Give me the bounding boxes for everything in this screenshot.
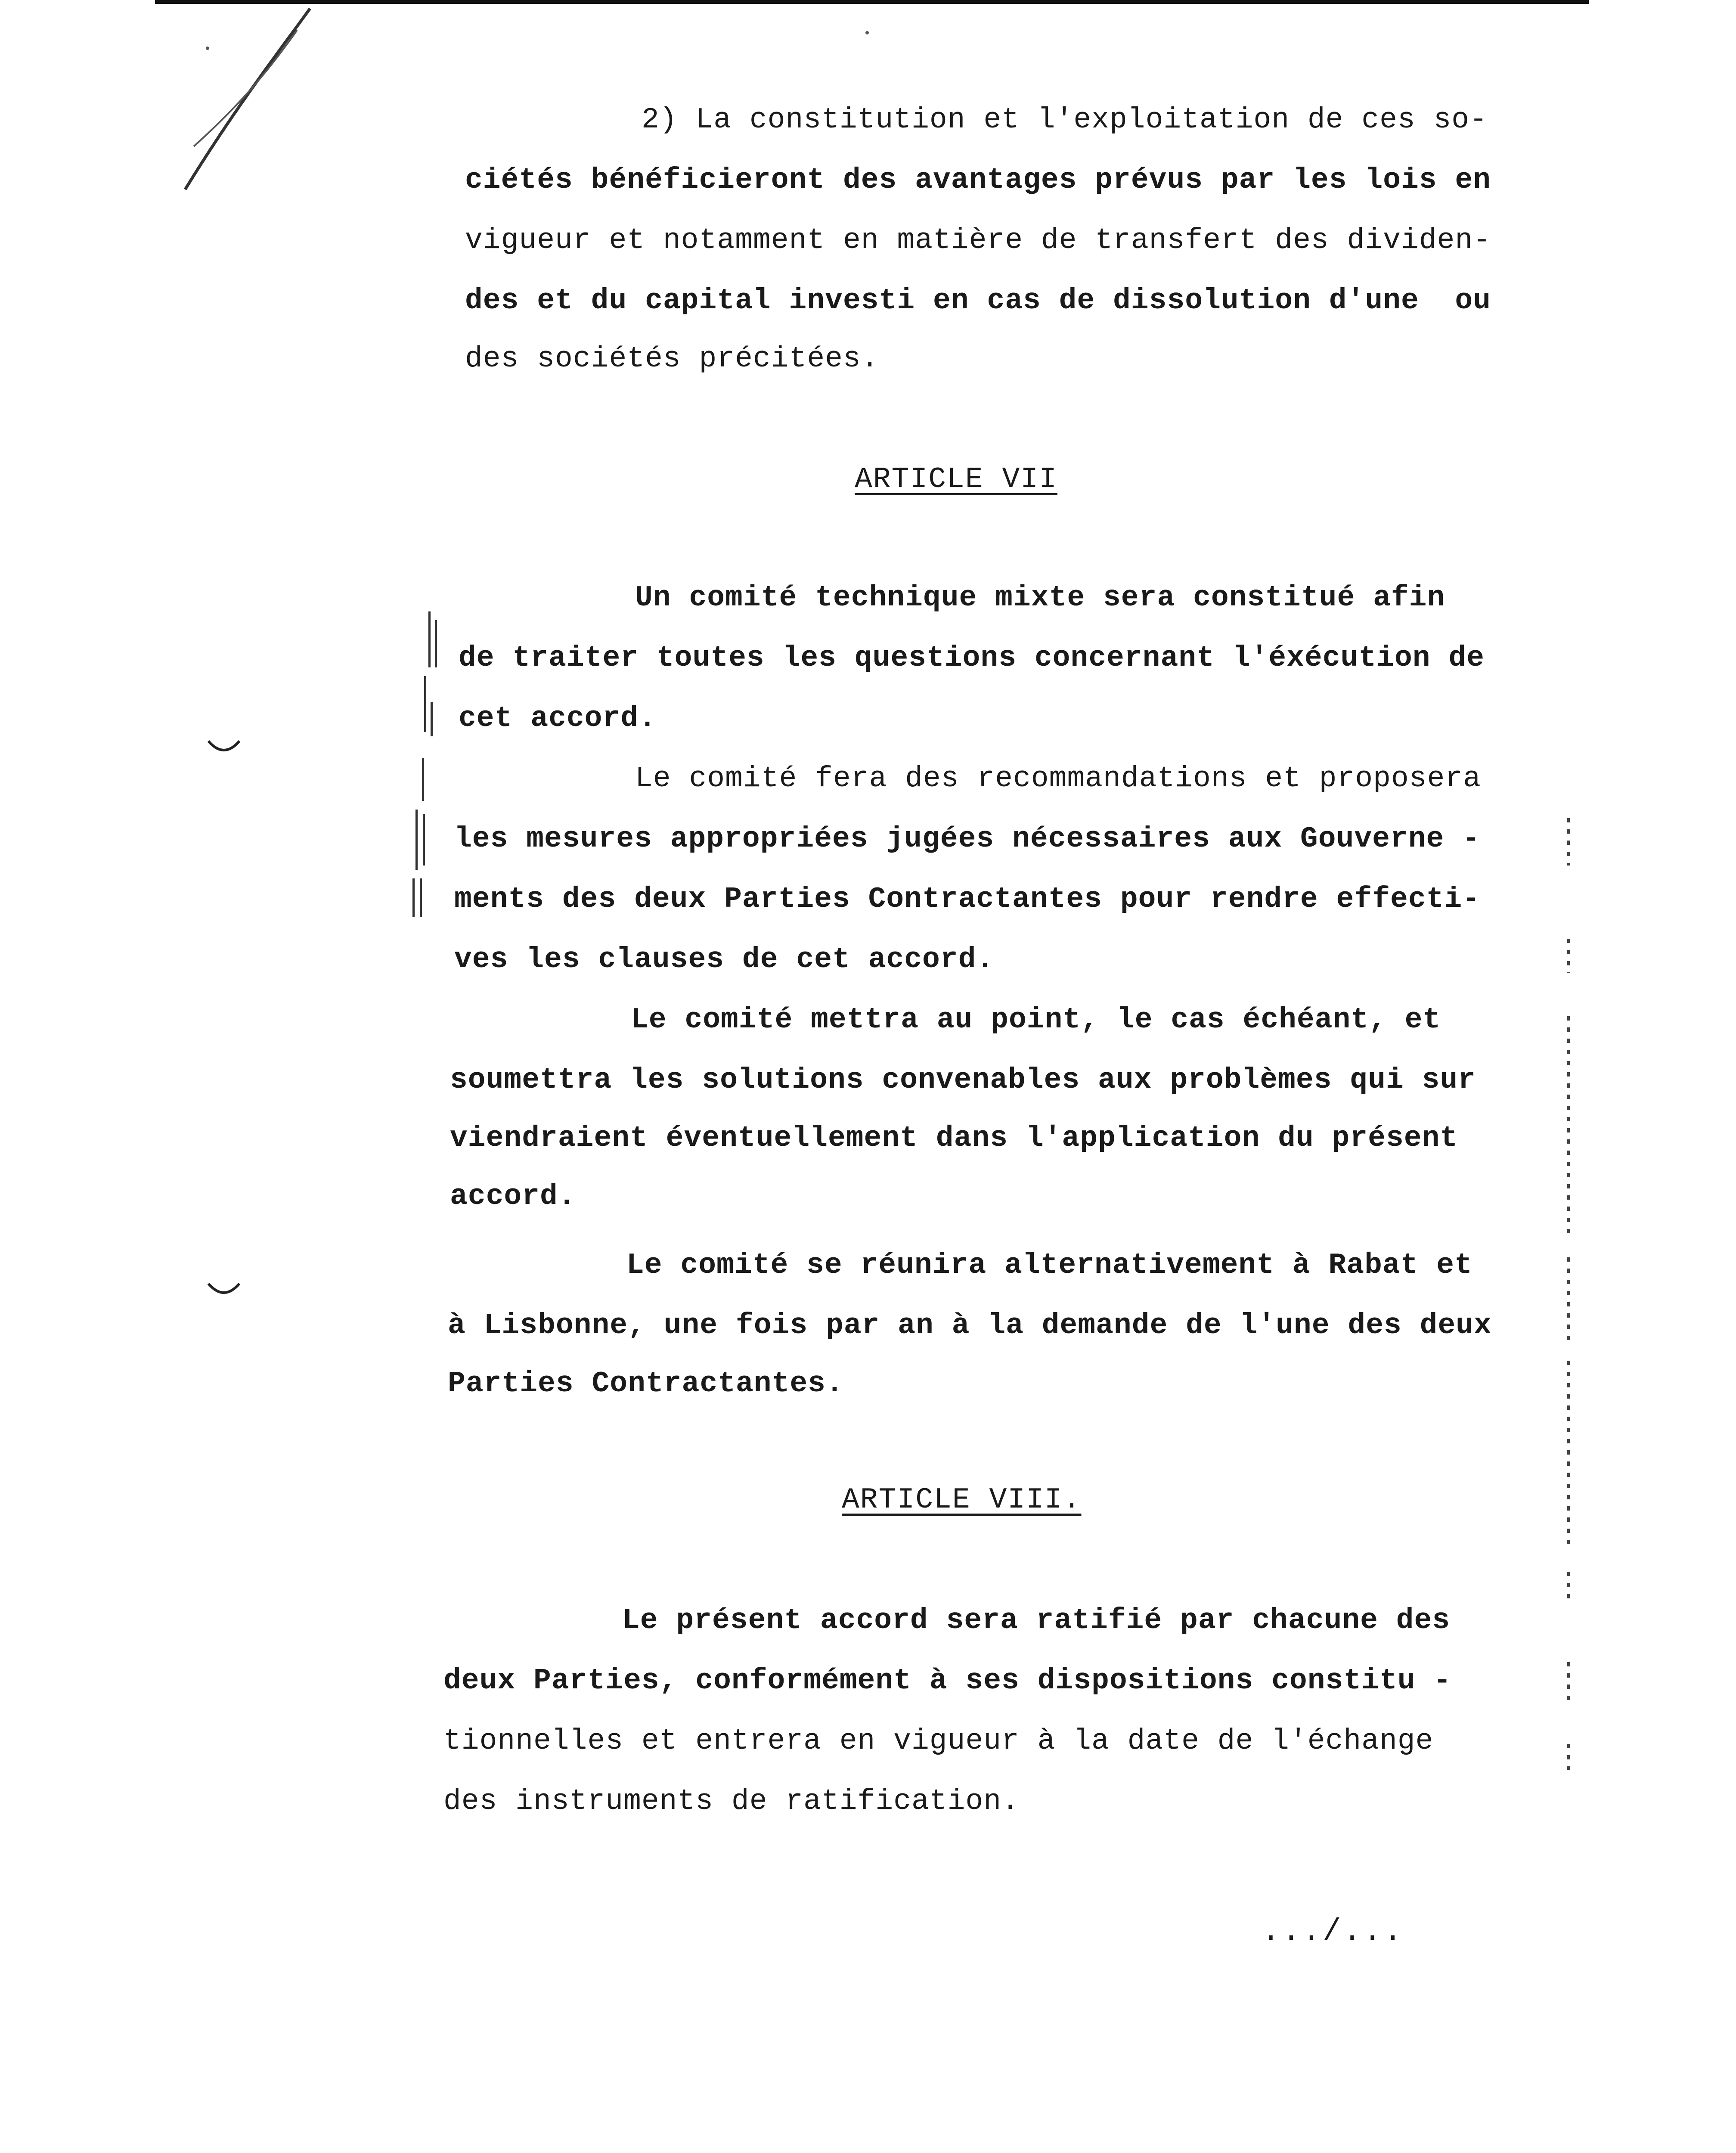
margin-curve-mark — [207, 1281, 241, 1298]
scan-edge-mark — [1567, 939, 1570, 973]
text-line: des instruments de ratification. — [443, 1785, 1020, 1818]
scan-edge-mark — [1567, 818, 1570, 866]
ink-speck — [865, 31, 869, 34]
scan-edge-mark — [1567, 1572, 1570, 1602]
text-line: vigueur et notamment en matière de transfert des dividen- — [465, 224, 1491, 257]
margin-mark — [428, 611, 431, 667]
margin-mark — [431, 702, 433, 736]
top-edge-rule — [155, 0, 1589, 4]
text-line: Le présent accord sera ratifié par chacune des — [622, 1604, 1451, 1637]
corner-pen-stroke — [168, 4, 332, 194]
text-line: des et du capital investi en cas de dissolution d'une ou — [465, 284, 1491, 317]
scan-edge-mark — [1567, 1016, 1570, 1240]
article-vii-heading: ARTICLE VII — [855, 463, 1057, 496]
text-line: ves les clauses de cet accord. — [454, 943, 995, 976]
text-line: cet accord. — [459, 702, 657, 735]
text-line: Le comité mettra au point, le cas échéant, et — [631, 1003, 1441, 1036]
continuation-mark: .../... — [1262, 1914, 1404, 1949]
ink-speck — [206, 47, 209, 50]
scan-edge-mark — [1567, 1257, 1570, 1343]
scan-edge-mark — [1567, 1361, 1570, 1550]
text-line: Le comité se réunira alternativement à Rabat et — [626, 1249, 1472, 1282]
text-line: les mesures appropriées jugées nécessaires aux Gouverne - — [454, 822, 1480, 856]
text-line: à Lisbonne, une fois par an à la demande de l'une des deux — [448, 1309, 1492, 1342]
article-viii-heading: ARTICLE VIII. — [842, 1483, 1082, 1517]
text-line: soumettra les solutions convenables aux problèmes qui sur — [450, 1064, 1476, 1097]
margin-curve-mark — [207, 738, 241, 756]
margin-mark — [424, 676, 426, 732]
scan-edge-mark — [1567, 1744, 1570, 1770]
text-line: de traiter toutes les questions concernant l'éxécution de — [459, 642, 1485, 675]
margin-mark — [415, 810, 418, 870]
text-line: Parties Contractantes. — [448, 1367, 844, 1400]
margin-mark — [412, 878, 415, 917]
text-line: deux Parties, conformément à ses dispositions constitu - — [443, 1664, 1452, 1697]
text-line: tionnelles et entrera en vigueur à la date de l'échange — [443, 1725, 1434, 1758]
text-line: Un comité technique mixte sera constitué afin — [635, 581, 1445, 614]
text-line: 2) La constitution et l'exploitation de ces so- — [642, 103, 1488, 137]
text-line: des sociétés précitées. — [465, 342, 879, 375]
margin-mark — [435, 620, 437, 667]
margin-mark — [423, 814, 425, 866]
margin-mark — [422, 758, 424, 801]
margin-mark — [420, 878, 422, 917]
text-line: accord. — [450, 1180, 576, 1213]
text-line: viendraient éventuellement dans l'application du présent — [450, 1122, 1458, 1155]
text-line: ciétés bénéficieront des avantages prévus par les lois en — [465, 164, 1491, 197]
scan-edge-mark — [1567, 1662, 1570, 1701]
text-line: Le comité fera des recommandations et proposera — [635, 762, 1481, 795]
text-line: ments des deux Parties Contractantes pour rendre effecti- — [454, 883, 1480, 916]
